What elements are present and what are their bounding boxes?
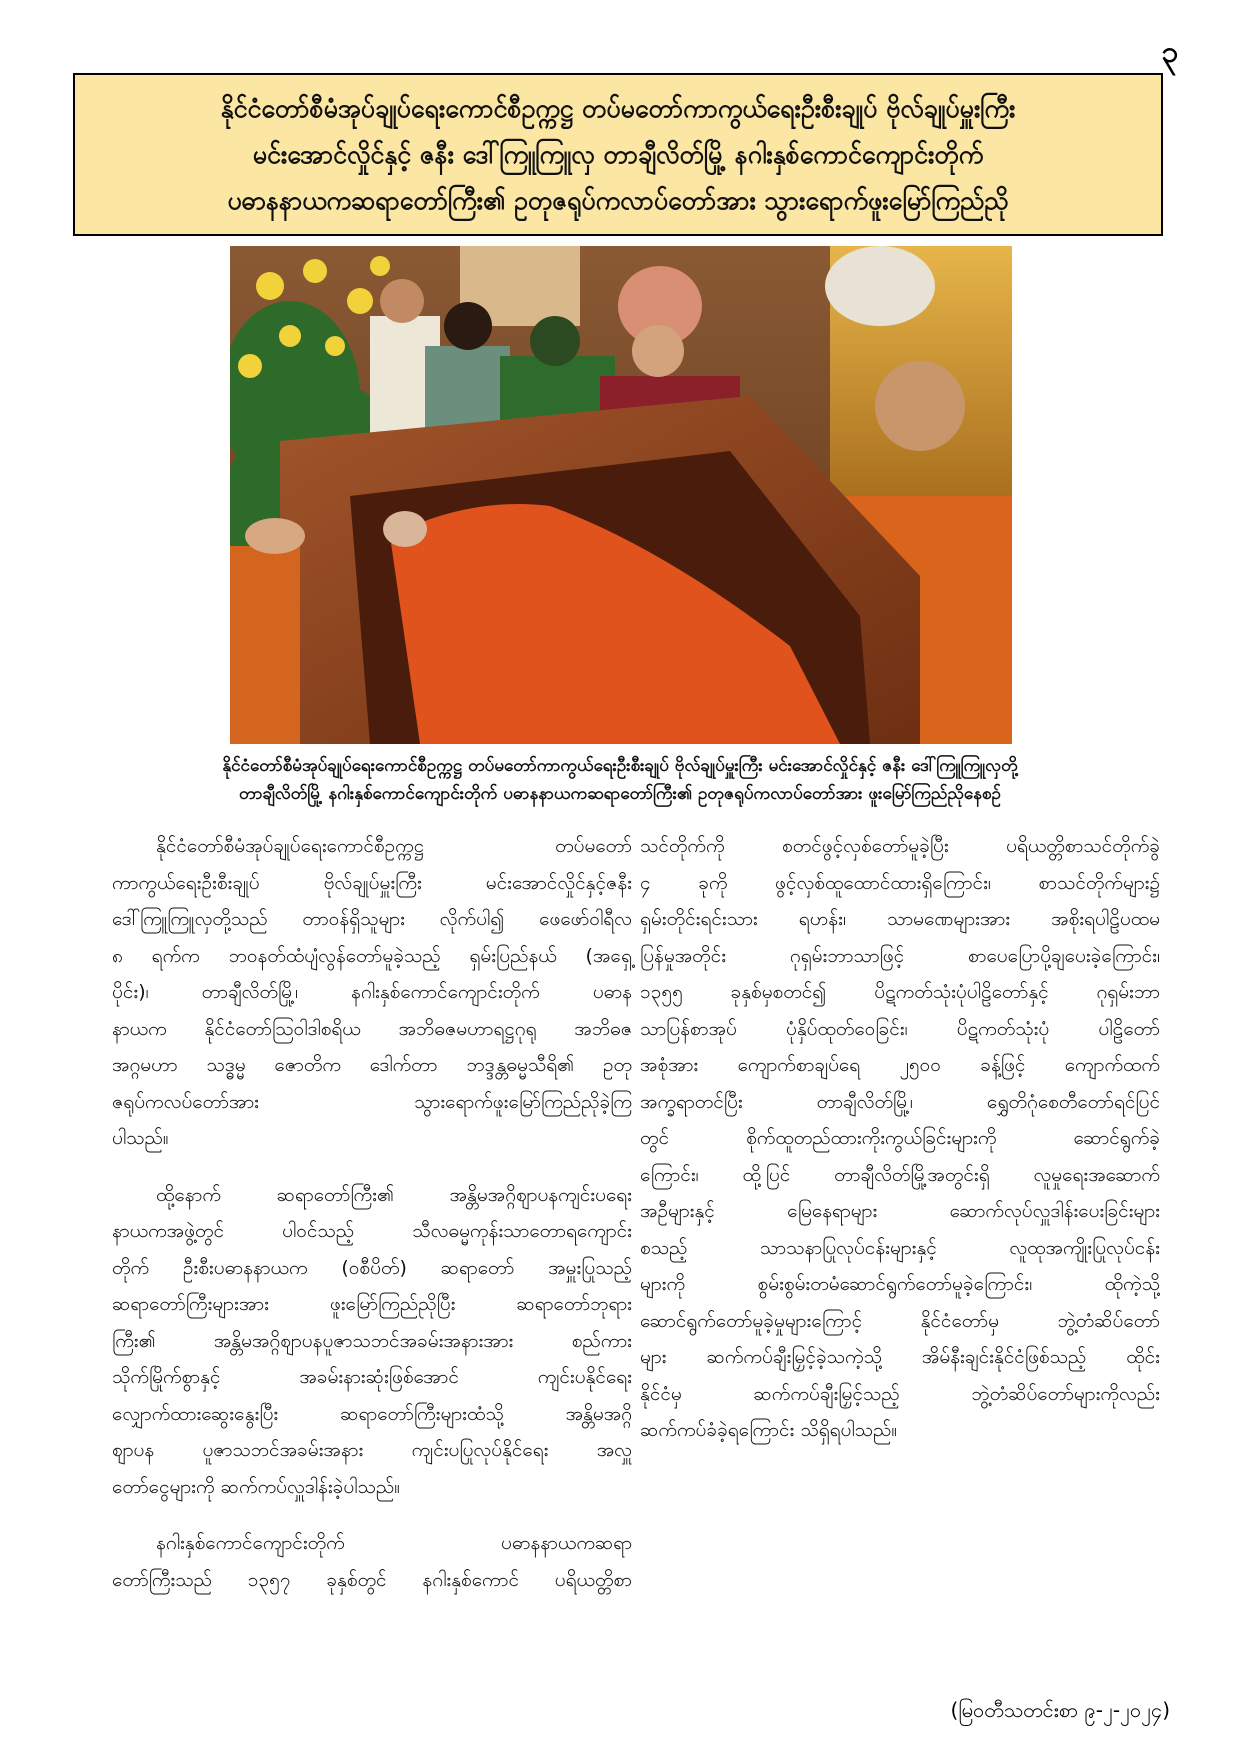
text-line: များကို စွမ်းစွမ်းတမံဆောင်ရွက်တော်မူခဲ့ကြောင်း၊ ထိုကဲ့သို့ [640,1273,1160,1295]
headline-line: မင်းအောင်လှိုင်နှင့် ဇနီး ဒေါ်ကြူကြူလှ တာချီလိတ်မြို့ နဂါးနှစ်ကောင်ကျောင်းတိုက် [252,139,984,169]
text-line: ဆောင်ရွက်တော်မူခဲ့မှုများကြောင့် နိုင်ငံတော်မှ ဘွဲ့တံဆိပ်တော် [640,1309,1160,1332]
article-column-left [112,828,632,1598]
text-line: သိုက်မြိုက်စွာနှင့် အခမ်းနားဆုံးဖြစ်အောင် ကျင်းပနိုင်ရေး [112,1366,632,1388]
caption-line: တာချီလိတ်မြို့ နဂါးနှစ်ကောင်ကျောင်းတိုက် ပဓာနနာယကဆရာတော်ကြီး၏ ဥတုဇရုပ်ကလာပ်တော်အား ဖူးမြော်ကြည်ညိုနေစဉ် [239,784,1001,804]
text-line: များ ဆက်ကပ်ချီးမြှင့်ခဲ့သကဲ့သို့ အိမ်နီးချင်းနိုင်ငံဖြစ်သည့် ထိုင်း [640,1346,1160,1368]
paragraph [112,1525,632,1598]
text-line: ပိုင်း)၊ တာချီလိတ်မြို့၊ နဂါးနှစ်ကောင်ကျောင်းတိုက် ပဓာန [112,981,632,1003]
paragraph [112,1177,632,1506]
headline-line: နိုင်ငံတော်စီမံအုပ်ချုပ်ရေးကောင်စီဥက္ကဋ္ဌ တပ်မတော်ကာကွယ်ရေးဦးစီးချုပ် ဗိုလ်ချုပ်မှူးကြီး [220,93,1016,123]
text-line: အစုံအား ကျောက်စာချပ်ရေ ၂၅၀၀ ခန့်ဖြင့် ကျောက်ထက် [640,1054,1160,1076]
page-number: ၃ [1161,35,1179,70]
text-line: ပြန်မှုအတိုင်း ဂုရှမ်းဘာသာဖြင့် စာပေပြောပို့ချပေးခဲ့ကြောင်း၊ [640,944,1160,967]
text-line: ဆရာတော်ကြီးများအား ဖူးမြော်ကြည်ညိုပြီး ဆရာတော်ဘုရား [112,1293,632,1315]
text-line: နာယကအဖွဲ့တွင် ပါဝင်သည့် သီလဓမ္မကုန်းသာတောရကျောင်း [112,1220,632,1242]
text-line: ဒေါ်ကြူကြူလှတို့သည် တာဝန်ရှိသူများ လိုက်ပါ၍ ဖေဖော်ဝါရီလ [112,908,632,930]
text-line: ဇရုပ်ကလပ်တော်အား သွားရောက်ဖူးမြော်ကြည်ညိုခဲ့ကြ [112,1090,632,1113]
text-line: ကြောင်း၊ ထို့ပြင် တာချီလိတ်မြို့အတွင်းရှိ လူမှုရေးအဆောက် [640,1163,1160,1186]
text-line: အဂ္ဂမဟာ သဒ္ဓမ္မ ဇောတိက ဒေါက်တာ ဘဒ္ဒန္တဓမ္မသီရိ၏ ဥတု [112,1054,632,1076]
text-line: နိုင်ငံမှ ဆက်ကပ်ချီးမြှင့်သည့် ဘွဲ့တံဆိပ်တော်များကိုလည်း [640,1382,1160,1405]
text-line: နိုင်ငံတော်စီမံအုပ်ချုပ်ရေးကောင်စီဥက္ကဋ္ဌ တပ်မတော် [156,835,632,857]
text-line: သာပြန်စာအုပ် ပုံနှိပ်ထုတ်ဝေခြင်း၊ ပိဋကတ်သုံးပုံ ပါဠိတော် [640,1017,1160,1040]
text-line: ပါသည်။ [112,1127,169,1149]
caption-line: နိုင်ငံတော်စီမံအုပ်ချုပ်ရေးကောင်စီဥက္ကဋ္ဌ တပ်မတော်ကာကွယ်ရေးဦးစီးချုပ် ဗိုလ်ချုပ်မှူးကြီး မင်းအောင်လှိုင်နှင့် ဇနီး ဒေါ်ကြူကြူလှတို့ [222,756,1018,776]
text-line: တော်ငွေများကို ဆက်ကပ်လှူဒါန်းခဲ့ပါသည်။ [112,1475,400,1498]
paragraph [640,828,1160,1449]
text-line: စသည့် သာသနာပြုလုပ်ငန်းများနှင့် လူထုအကျိုးပြုလုပ်ငန်း [640,1236,1160,1259]
text-line: တိုက် ဦးစီးပဓာနနာယက (ဝစီပိတ်) ဆရာတော် အမှူးပြုသည့် [112,1256,632,1279]
text-line: တော်ကြီးသည် ၁၃၅၇ ခုနှစ်တွင် နဂါးနှစ်ကောင် ပရိယတ္တိစာ [112,1568,632,1591]
headline-box [73,73,1163,236]
article-column-right [640,828,1160,1449]
text-line: နဂါးနှစ်ကောင်ကျောင်းတိုက် ပဓာနနာယကဆရာ [156,1532,632,1554]
headline-line: ပဓာနနာယကဆရာတော်ကြီး၏ ဥတုဇရုပ်ကလာပ်တော်အား သွားရောက်ဖူးမြော်ကြည်ညို [227,185,1009,215]
text-line: ၄ ခုကို ဖွင့်လှစ်ထူထောင်ထားရှိကြောင်း၊ စာသင်တိုက်များ၌ [640,871,1160,894]
text-line: ၁၃၅၅ ခုနှစ်မှစတင်၍ ပိဋကတ်သုံးပုံပါဠိတော်နှင့် ဂုရှမ်းဘာ [640,981,1160,1003]
text-line: ၈ ရက်က ဘဝနတ်ထံပျံလွန်တော်မူခဲ့သည့် ရှမ်းပြည်နယ် (အရှေ့ [112,944,632,967]
news-photo-illustration [230,246,1012,744]
text-line: လျှောက်ထားဆွေးနွေးပြီး ဆရာတော်ကြီးများထံသို့ အန္တိမအဂ္ဂိ [112,1402,632,1425]
news-photo [230,246,1012,744]
text-line: ရှမ်းတိုင်းရင်းသား ရဟန်း၊ သာမဏေများအား အစိုးရပါဠိပထမ [640,908,1160,930]
text-line: ထို့နောက် ဆရာတော်ကြီး၏ အန္တိမအဂ္ဂိစျာပနကျင်းပရေး [156,1183,632,1206]
text-line: အက္ခရာတင်ပြီး တာချီလိတ်မြို့၊ ရွှေတိဂုံစေတီတော်ရင်ပြင် [640,1090,1160,1113]
text-line: သင်တိုက်ကို စတင်ဖွင့်လှစ်တော်မူခဲ့ပြီး ပရိယတ္တိစာသင်တိုက်ခွဲ [640,835,1160,857]
text-line: ကာကွယ်ရေးဦးစီးချုပ် ဗိုလ်ချုပ်မှူးကြီး မင်းအောင်လှိုင်နှင့်ဇနီး [112,871,632,894]
text-line: တွင် စိုက်ထူတည်ထားကိုးကွယ်ခြင်းများကို ဆောင်ရွက်ခဲ့ [640,1127,1160,1149]
text-line: အဦများနှင့် မြေနေရာများ ဆောက်လုပ်လှူဒါန်းပေးခြင်းများ [640,1200,1160,1222]
photo-caption [78,752,1162,808]
text-line: စျာပန ပူဇာသဘင်အခမ်းအနား ကျင်းပပြုလုပ်နိုင်ရေး အလှူ [112,1439,632,1461]
text-line: ဆက်ကပ်ခံခဲ့ရကြောင်း သိရှိရပါသည်။ [640,1419,898,1441]
text-line: နာယက နိုင်ငံတော်ဩဝါဒါစရိယ အဘိဓဇမဟာရဋ္ဌဂုရု အဘိဓဇ [112,1017,632,1040]
text-line: ကြီး၏ အန္တိမအဂ္ဂိစျာပနပူဇာသဘင်အခမ်းအနားအား စည်ကား [112,1329,632,1352]
source-credit: (မြဝတီသတင်းစာ ၉-၂-၂၀၂၄) [950,1698,1170,1722]
paragraph [112,828,632,1157]
